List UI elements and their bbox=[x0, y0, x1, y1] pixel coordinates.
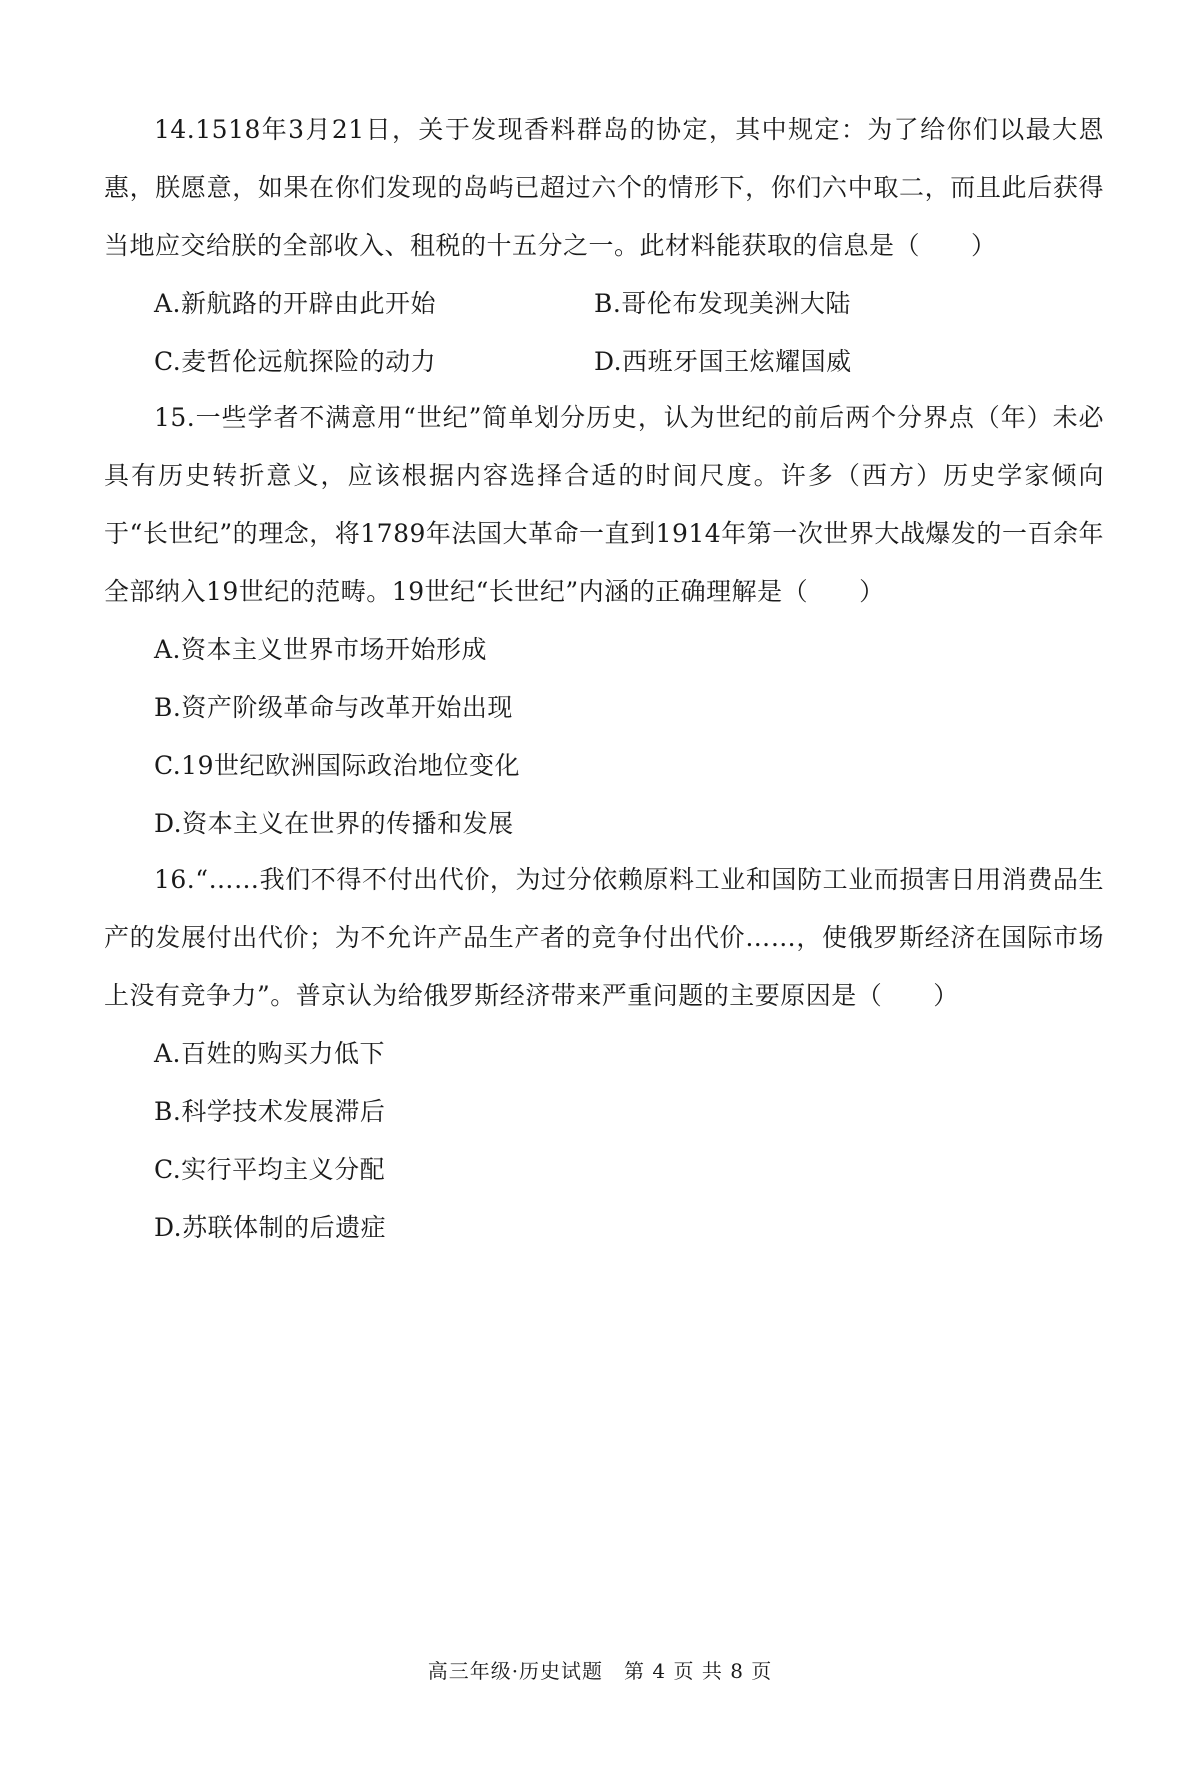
option-a: A.新航路的开辟由此开始 bbox=[154, 289, 437, 318]
page-footer: 高三年级·历史试题 第 4 页 共 8 页 bbox=[427, 1659, 773, 1683]
option-d: D.资本主义在世界的传播和发展 bbox=[154, 809, 514, 838]
question-stem: 14.1518年3月21日，关于发现香料群岛的协定，其中规定：为了给你们以最大恩惠，朕愿意，如果在你们发现的岛屿已超过六个的情形下，你们六中取二，而且此后获得当地应交给朕的全部收入、租税的十五分之一。此材料能获取的信息是（ ） bbox=[104, 115, 1104, 260]
options-list bbox=[104, 275, 1104, 391]
options-list bbox=[104, 621, 1104, 853]
option-d: D.西班牙国王炫耀国威 bbox=[594, 347, 852, 376]
question-15 bbox=[104, 389, 1104, 853]
option-a: A.资本主义世界市场开始形成 bbox=[154, 635, 488, 664]
option-a: A.百姓的购买力低下 bbox=[154, 1039, 386, 1068]
option-b: B.资产阶级革命与改革开始出现 bbox=[154, 693, 513, 722]
question-14 bbox=[104, 101, 1104, 391]
options-list bbox=[104, 1025, 1104, 1257]
option-c: C.麦哲伦远航探险的动力 bbox=[154, 347, 437, 376]
option-d: D.苏联体制的后遗症 bbox=[154, 1213, 387, 1242]
option-b: B.科学技术发展滞后 bbox=[154, 1097, 386, 1126]
option-c: C.19世纪欧洲国际政治地位变化 bbox=[154, 751, 520, 780]
question-16 bbox=[104, 851, 1104, 1257]
question-stem: 16.“……我们不得不付出代价，为过分依赖原料工业和国防工业而损害日用消费品生产的发展付出代价；为不允许产品生产者的竞争付出代价……，使俄罗斯经济在国际市场上没有竞争力”。普京认为给俄罗斯经济带来严重问题的主要原因是（ ） bbox=[104, 865, 1104, 1010]
question-stem: 15.一些学者不满意用“世纪”简单划分历史，认为世纪的前后两个分界点（年）未必具有历史转折意义，应该根据内容选择合适的时间尺度。许多（西方）历史学家倾向于“长世纪”的理念，将1789年法国大革命一直到1914年第一次世界大战爆发的一百余年全部纳入19世纪的范畴。19世纪“长世纪”内涵的正确理解是（ ） bbox=[104, 403, 1104, 606]
option-b: B.哥伦布发现美洲大陆 bbox=[594, 289, 851, 318]
option-c: C.实行平均主义分配 bbox=[154, 1155, 386, 1184]
